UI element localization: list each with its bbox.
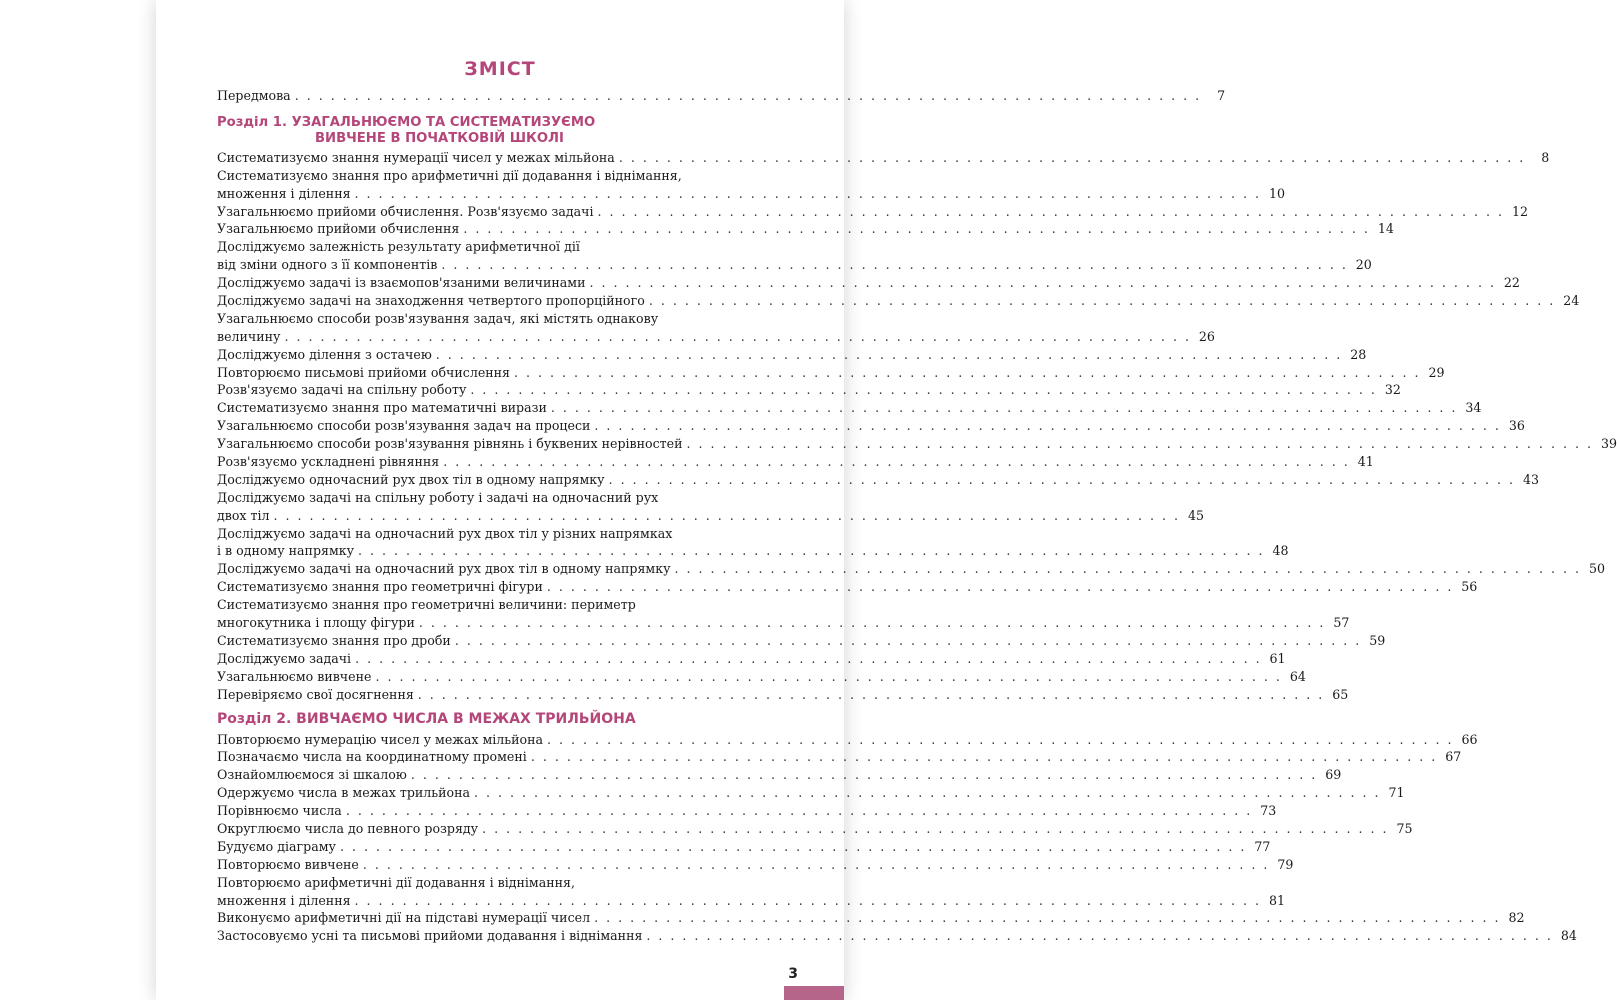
toc-entry-line	[217, 417, 1525, 435]
toc-page-number: 32	[1384, 382, 1401, 398]
toc-entry-continuation	[217, 525, 781, 543]
toc-page-number: 71	[1388, 785, 1405, 801]
toc-page-number: 41	[1357, 454, 1374, 470]
toc-page-number: 43	[1523, 471, 1540, 487]
corner-color-bar	[784, 986, 844, 1000]
toc-page-number: 12	[1511, 203, 1528, 219]
toc-entry-text: Систематизуємо знання про дроби	[217, 632, 451, 648]
toc-entry-line	[217, 668, 1306, 686]
toc-entry-line	[217, 471, 1540, 489]
toc-entry-line	[217, 542, 1289, 560]
dot-leader: . . . . . . . . . . . . . . . . . . . . . . . . . . . . . . . . . . . . . . . . . . . . . . . . . . . . . . . . . . . . . . . . . . . . . . . . . . . .	[441, 257, 1348, 273]
toc-page-number: 73	[1260, 803, 1277, 819]
section-heading	[217, 710, 781, 729]
dot-leader: . . . . . . . . . . . . . . . . . . . . . . . . . . . . . . . . . . . . . . . . . . . . . . . . . . . . . . . . . . . . . . . . . . . . . . . . . . . .	[550, 400, 1458, 416]
toc-page-number: 39	[1600, 436, 1617, 452]
section-heading	[217, 115, 781, 147]
toc-entry-line	[217, 149, 1550, 167]
toc-entry-line	[217, 686, 1349, 704]
toc-entry-text: Виконуємо арифметичні дії на підставі нумерації чисел	[217, 910, 591, 926]
toc-entry-text: Досліджуємо задачі на одночасний рух двох тіл в одному напрямку	[217, 561, 671, 577]
toc-entry-line	[217, 346, 1367, 364]
toc-entry-line	[217, 203, 1528, 221]
toc-entry-text: Досліджуємо одночасний рух двох тіл в одному напрямку	[217, 471, 605, 487]
toc-entry-text: і в одному напрямку	[217, 543, 355, 559]
toc-page-number: 82	[1508, 910, 1525, 926]
toc-entry-continuation	[217, 489, 781, 507]
toc-entry-text: Перевіряємо свої досягнення	[217, 686, 414, 702]
toc-entry-line	[217, 274, 1520, 292]
dot-leader: . . . . . . . . . . . . . . . . . . . . . . . . . . . . . . . . . . . . . . . . . . . . . . . . . . . . . . . . . . . . . . . . . . . . . . . . . . . .	[646, 928, 1553, 944]
toc-entry-text: Розв'язуємо ускладнені рівняння	[217, 454, 440, 470]
toc-entry-text: Досліджуємо задачі	[217, 650, 352, 666]
toc-entry-text: Узагальнюємо способи розв'язування задач, які містять однакову	[217, 310, 659, 326]
toc-entry-line	[217, 838, 1271, 856]
toc-page-number: 57	[1333, 615, 1350, 631]
toc-page-number: 26	[1198, 328, 1215, 344]
toc-entry-line	[217, 364, 1445, 382]
toc-entry-line	[217, 292, 1580, 310]
toc-entry-line	[217, 560, 1605, 578]
dot-leader: . . . . . . . . . . . . . . . . . . . . . . . . . . . . . . . . . . . . . . . . . . . . . . . . . . . . . . . . . . . . . . . . . . . . . . . . . . . .	[418, 615, 1326, 631]
toc-entry-text: величину	[217, 328, 281, 344]
dot-leader: . . . . . . . . . . . . . . . . . . . . . . . . . . . . . . . . . . . . . . . . . . . . . . . . . . . . . . . . . . . . . . . . . . . . . . . . . . . .	[354, 892, 1262, 908]
page-title: ЗМІСТ	[464, 58, 536, 80]
toc-entry-text: Округлюємо числа до певного розряду	[217, 820, 479, 836]
toc-entry-line	[217, 256, 1372, 274]
toc-page-number: 10	[1269, 185, 1286, 201]
toc-entry-line	[217, 87, 1226, 105]
toc-entry-line	[217, 614, 1350, 632]
table-of-contents	[217, 87, 1617, 945]
toc-entry-text: Досліджуємо ділення з остачею	[217, 346, 432, 362]
toc-entry-text: Систематизуємо знання про математичні вирази	[217, 400, 547, 416]
toc-page-number: 29	[1428, 364, 1445, 380]
toc-entry-line	[217, 748, 1462, 766]
dot-leader: . . . . . . . . . . . . . . . . . . . . . . . . . . . . . . . . . . . . . . . . . . . . . . . . . . . . . . . . . . . . . . . . . . . . . . . . . . . .	[345, 803, 1253, 819]
toc-page-number: 36	[1508, 418, 1525, 434]
toc-entry-text: Узагальнюємо вивчене	[217, 668, 372, 684]
toc-entry-text: Повторюємо нумерацію чисел у межах мільйона	[217, 731, 544, 747]
dot-leader: . . . . . . . . . . . . . . . . . . . . . . . . . . . . . . . . . . . . . . . . . . . . . . . . . . . . . . . . . . . . . . . . . . . . . . . . . . . .	[474, 785, 1381, 801]
section-heading-line: Розділ 2. ВИВЧАЄМО ЧИСЛА В МЕЖАХ ТРИЛЬЙОНА	[217, 710, 636, 727]
dot-leader: . . . . . . . . . . . . . . . . . . . . . . . . . . . . . . . . . . . . . . . . . . . . . . . . . . . . . . . . . . . . . . . . . . . . . . . . . . . .	[608, 471, 1516, 487]
toc-entry-text: Будуємо діаграму	[217, 838, 336, 854]
toc-entry-line	[217, 399, 1482, 417]
dot-leader: . . . . . . . . . . . . . . . . . . . . . . . . . . . . . . . . . . . . . . . . . . . . . . . . . . . . . . . . . . . . . . . . . . . . . . . . . . . .	[470, 382, 1377, 398]
toc-page-number: 48	[1272, 543, 1289, 559]
toc-entry-text: Розв'язуємо задачі на спільну роботу	[217, 382, 467, 398]
dot-leader: . . . . . . . . . . . . . . . . . . . . . . . . . . . . . . . . . . . . . . . . . . . . . . . . . . . . . . . . . . . . . . . . . . . . . . . . . . . .	[375, 668, 1282, 684]
toc-page-number: 79	[1277, 856, 1294, 872]
toc-entry-line	[217, 632, 1386, 650]
toc-page-number: 22	[1503, 275, 1520, 291]
toc-page-number: 59	[1369, 632, 1386, 648]
dot-leader: . . . . . . . . . . . . . . . . . . . . . . . . . . . . . . . . . . . . . . . . . . . . . . . . . . . . . . . . . . . . . . . . . . . . . . . . . . . .	[618, 149, 1526, 165]
section-heading-line: ВИВЧЕНЕ В ПОЧАТКОВІЙ ШКОЛІ	[315, 130, 564, 146]
toc-entry-continuation	[217, 596, 781, 614]
dot-leader: . . . . . . . . . . . . . . . . . . . . . . . . . . . . . . . . . . . . . . . . . . . . . . . . . . . . . . . . . . . . . . . . . . . . . . . . . . . .	[339, 838, 1247, 854]
toc-page-number: 66	[1461, 731, 1478, 747]
toc-entry-text: Повторюємо письмові прийоми обчислення	[217, 364, 511, 380]
toc-entry-text: Передмова	[217, 88, 291, 103]
dot-leader: . . . . . . . . . . . . . . . . . . . . . . . . . . . . . . . . . . . . . . . . . . . . . . . . . . . . . . . . . . . . . . . . . . . . . . . . . . . .	[514, 364, 1421, 380]
dot-leader: . . . . . . . . . . . . . . . . . . . . . . . . . . . . . . . . . . . . . . . . . . . . . . . . . . . . . . . . . . . . . . . . . . . . . . . . . . . .	[686, 436, 1593, 452]
toc-entry-text: Досліджуємо задачі на одночасний рух двох тіл у різних напрямках	[217, 525, 673, 541]
toc-entry-text: Досліджуємо задачі на знаходження четвертого пропорційного	[217, 293, 645, 309]
dot-leader: . . . . . . . . . . . . . . . . . . . . . . . . . . . . . . . . . . . . . . . . . . . . . . . . . . . . . . . . . . . . . . . . . . . . . . . . . . . .	[355, 650, 1262, 666]
toc-entry-continuation	[217, 874, 781, 892]
dot-leader: . . . . . . . . . . . . . . . . . . . . . . . . . . . . . . . . . . . . . . . . . . . . . . . . . . . . . . . . . . . . . . . . . . . . . . . . . . . .	[546, 579, 1454, 595]
dot-leader: . . . . . . . . . . . . . . . . . . . . . . . . . . . . . . . . . . . . . . . . . . . . . . . . . . . . . . . . . . . . . . . . . . . . . . . . . . . .	[294, 88, 1202, 103]
toc-entry-line	[217, 328, 1215, 346]
toc-entry-line	[217, 766, 1342, 784]
toc-page-number: 34	[1465, 400, 1482, 416]
toc-entry-text: двох тіл	[217, 507, 270, 523]
toc-entry-text: Позначаємо числа на координатному промені	[217, 749, 527, 765]
toc-entry-text: Повторюємо вивчене	[217, 856, 359, 872]
toc-page-number: 56	[1461, 579, 1478, 595]
dot-leader: . . . . . . . . . . . . . . . . . . . . . . . . . . . . . . . . . . . . . . . . . . . . . . . . . . . . . . . . . . . . . . . . . . . . . . . . . . . .	[410, 767, 1318, 783]
toc-entry-line	[217, 453, 1374, 471]
toc-page-number: 61	[1269, 650, 1286, 666]
toc-entry-text: Систематизуємо знання про арифметичні дії додавання і віднімання,	[217, 167, 682, 183]
dot-leader: . . . . . . . . . . . . . . . . . . . . . . . . . . . . . . . . . . . . . . . . . . . . . . . . . . . . . . . . . . . . . . . . . . . . . . . . . . . .	[547, 731, 1454, 747]
toc-entry-text: множення і ділення	[217, 185, 351, 201]
toc-page-number: 24	[1563, 293, 1580, 309]
toc-entry-text: Порівнюємо числа	[217, 803, 342, 819]
toc-entry-text: Систематизуємо знання про геометричні фігури	[217, 579, 543, 595]
toc-entry-line	[217, 892, 1286, 910]
toc-entry-text: Узагальнюємо прийоми обчислення. Розв'язуємо задачі	[217, 203, 594, 219]
toc-page-number: 7	[1217, 88, 1226, 103]
toc-entry-line	[217, 381, 1401, 399]
toc-entry-line	[217, 220, 1394, 238]
dot-leader: . . . . . . . . . . . . . . . . . . . . . . . . . . . . . . . . . . . . . . . . . . . . . . . . . . . . . . . . . . . . . . . . . . . . . . . . . . . .	[648, 293, 1556, 309]
book-page	[156, 0, 1617, 1000]
toc-entry-text: від зміни одного з її компонентів	[217, 257, 438, 273]
dot-leader: . . . . . . . . . . . . . . . . . . . . . . . . . . . . . . . . . . . . . . . . . . . . . . . . . . . . . . . . . . . . . . . . . . . . . . . . . . . .	[530, 749, 1438, 765]
toc-entry-continuation	[217, 310, 781, 328]
dot-leader: . . . . . . . . . . . . . . . . . . . . . . . . . . . . . . . . . . . . . . . . . . . . . . . . . . . . . . . . . . . . . . . . . . . . . . . . . . . .	[443, 454, 1350, 470]
toc-entry-text: Одержуємо числа в межах трильйона	[217, 785, 471, 801]
section-heading-line: Розділ 1. УЗАГАЛЬНЮЄМО ТА СИСТЕМАТИЗУЄМО	[217, 114, 596, 130]
toc-page-number: 75	[1396, 820, 1413, 836]
toc-entry-line	[217, 185, 1286, 203]
toc-page-number: 69	[1325, 767, 1342, 783]
toc-page-number: 84	[1560, 928, 1577, 944]
toc-entry-text: многокутника і площу фігури	[217, 615, 415, 631]
toc-page-number: 65	[1332, 686, 1349, 702]
toc-entry-line	[217, 927, 1577, 945]
toc-page-number: 50	[1588, 561, 1605, 577]
toc-entry-text: Досліджуємо залежність результату арифметичної дії	[217, 239, 580, 255]
toc-entry-text: Застосовуємо усні та письмові прийоми додавання і віднімання	[217, 928, 643, 944]
toc-entry-continuation	[217, 238, 781, 256]
toc-page-number: 81	[1269, 892, 1286, 908]
toc-entry-line	[217, 650, 1286, 668]
toc-entry-line	[217, 802, 1277, 820]
dot-leader: . . . . . . . . . . . . . . . . . . . . . . . . . . . . . . . . . . . . . . . . . . . . . . . . . . . . . . . . . . . . . . . . . . . . . . . . . . . .	[454, 632, 1362, 648]
toc-entry-text: Систематизуємо знання нумерації чисел у межах мільйона	[217, 149, 615, 165]
toc-page-number: 20	[1355, 257, 1372, 273]
dot-leader: . . . . . . . . . . . . . . . . . . . . . . . . . . . . . . . . . . . . . . . . . . . . . . . . . . . . . . . . . . . . . . . . . . . . . . . . . . . .	[597, 203, 1504, 219]
toc-entry-text: Узагальнюємо способи розв'язування задач на процеси	[217, 418, 591, 434]
toc-entry-line	[217, 731, 1478, 749]
dot-leader: . . . . . . . . . . . . . . . . . . . . . . . . . . . . . . . . . . . . . . . . . . . . . . . . . . . . . . . . . . . . . . . . . . . . . . . . . . . .	[435, 346, 1343, 362]
toc-page-number: 28	[1350, 346, 1367, 362]
dot-leader: . . . . . . . . . . . . . . . . . . . . . . . . . . . . . . . . . . . . . . . . . . . . . . . . . . . . . . . . . . . . . . . . . . . . . . . . . . . .	[463, 221, 1370, 237]
toc-page-number: 8	[1541, 149, 1550, 165]
toc-entry-text: Повторюємо арифметичні дії додавання і віднімання,	[217, 874, 575, 890]
toc-page-number: 77	[1254, 838, 1271, 854]
toc-entry-text: множення і ділення	[217, 892, 351, 908]
dot-leader: . . . . . . . . . . . . . . . . . . . . . . . . . . . . . . . . . . . . . . . . . . . . . . . . . . . . . . . . . . . . . . . . . . . . . . . . . . . .	[284, 328, 1191, 344]
dot-leader: . . . . . . . . . . . . . . . . . . . . . . . . . . . . . . . . . . . . . . . . . . . . . . . . . . . . . . . . . . . . . . . . . . . . . . . . . . . .	[594, 418, 1501, 434]
toc-entry-text: Досліджуємо задачі на спільну роботу і задачі на одночасний рух	[217, 489, 659, 505]
toc-page-number: 67	[1445, 749, 1462, 765]
dot-leader: . . . . . . . . . . . . . . . . . . . . . . . . . . . . . . . . . . . . . . . . . . . . . . . . . . . . . . . . . . . . . . . . . . . . . . . . . . . .	[589, 275, 1496, 291]
toc-entry-line	[217, 507, 1205, 525]
toc-entry-line	[217, 784, 1405, 802]
toc-entry-continuation	[217, 167, 781, 185]
toc-entry-text: Систематизуємо знання про геометричні величини: периметр	[217, 597, 636, 613]
toc-entry-text: Досліджуємо задачі із взаємопов'язаними величинами	[217, 275, 586, 291]
toc-entry-line	[217, 856, 1294, 874]
dot-leader: . . . . . . . . . . . . . . . . . . . . . . . . . . . . . . . . . . . . . . . . . . . . . . . . . . . . . . . . . . . . . . . . . . . . . . . . . . . .	[273, 507, 1181, 523]
dot-leader: . . . . . . . . . . . . . . . . . . . . . . . . . . . . . . . . . . . . . . . . . . . . . . . . . . . . . . . . . . . . . . . . . . . . . . . . . . . .	[417, 686, 1325, 702]
dot-leader: . . . . . . . . . . . . . . . . . . . . . . . . . . . . . . . . . . . . . . . . . . . . . . . . . . . . . . . . . . . . . . . . . . . . . . . . . . . .	[358, 543, 1265, 559]
toc-entry-text: Узагальнюємо способи розв'язування рівнянь і буквених нерівностей	[217, 436, 683, 452]
page-number: 3	[788, 966, 798, 982]
toc-entry-text: Узагальнюємо прийоми обчислення	[217, 221, 460, 237]
dot-leader: . . . . . . . . . . . . . . . . . . . . . . . . . . . . . . . . . . . . . . . . . . . . . . . . . . . . . . . . . . . . . . . . . . . . . . . . . . . .	[482, 820, 1389, 836]
toc-page-number: 45	[1187, 507, 1205, 523]
toc-entry-line	[217, 909, 1525, 927]
dot-leader: . . . . . . . . . . . . . . . . . . . . . . . . . . . . . . . . . . . . . . . . . . . . . . . . . . . . . . . . . . . . . . . . . . . . . . . . . . . .	[354, 185, 1262, 201]
toc-entry-line	[217, 435, 1617, 453]
dot-leader: . . . . . . . . . . . . . . . . . . . . . . . . . . . . . . . . . . . . . . . . . . . . . . . . . . . . . . . . . . . . . . . . . . . . . . . . . . . .	[594, 910, 1501, 926]
toc-page-number: 14	[1377, 221, 1394, 237]
dot-leader: . . . . . . . . . . . . . . . . . . . . . . . . . . . . . . . . . . . . . . . . . . . . . . . . . . . . . . . . . . . . . . . . . . . . . . . . . . . .	[362, 856, 1270, 872]
dot-leader: . . . . . . . . . . . . . . . . . . . . . . . . . . . . . . . . . . . . . . . . . . . . . . . . . . . . . . . . . . . . . . . . . . . . . . . . . . . .	[674, 561, 1581, 577]
toc-page-number: 64	[1289, 668, 1306, 684]
toc-entry-line	[217, 578, 1478, 596]
toc-entry-text: Ознайомлюємося зі шкалою	[217, 767, 407, 783]
toc-entry-line	[217, 820, 1413, 838]
